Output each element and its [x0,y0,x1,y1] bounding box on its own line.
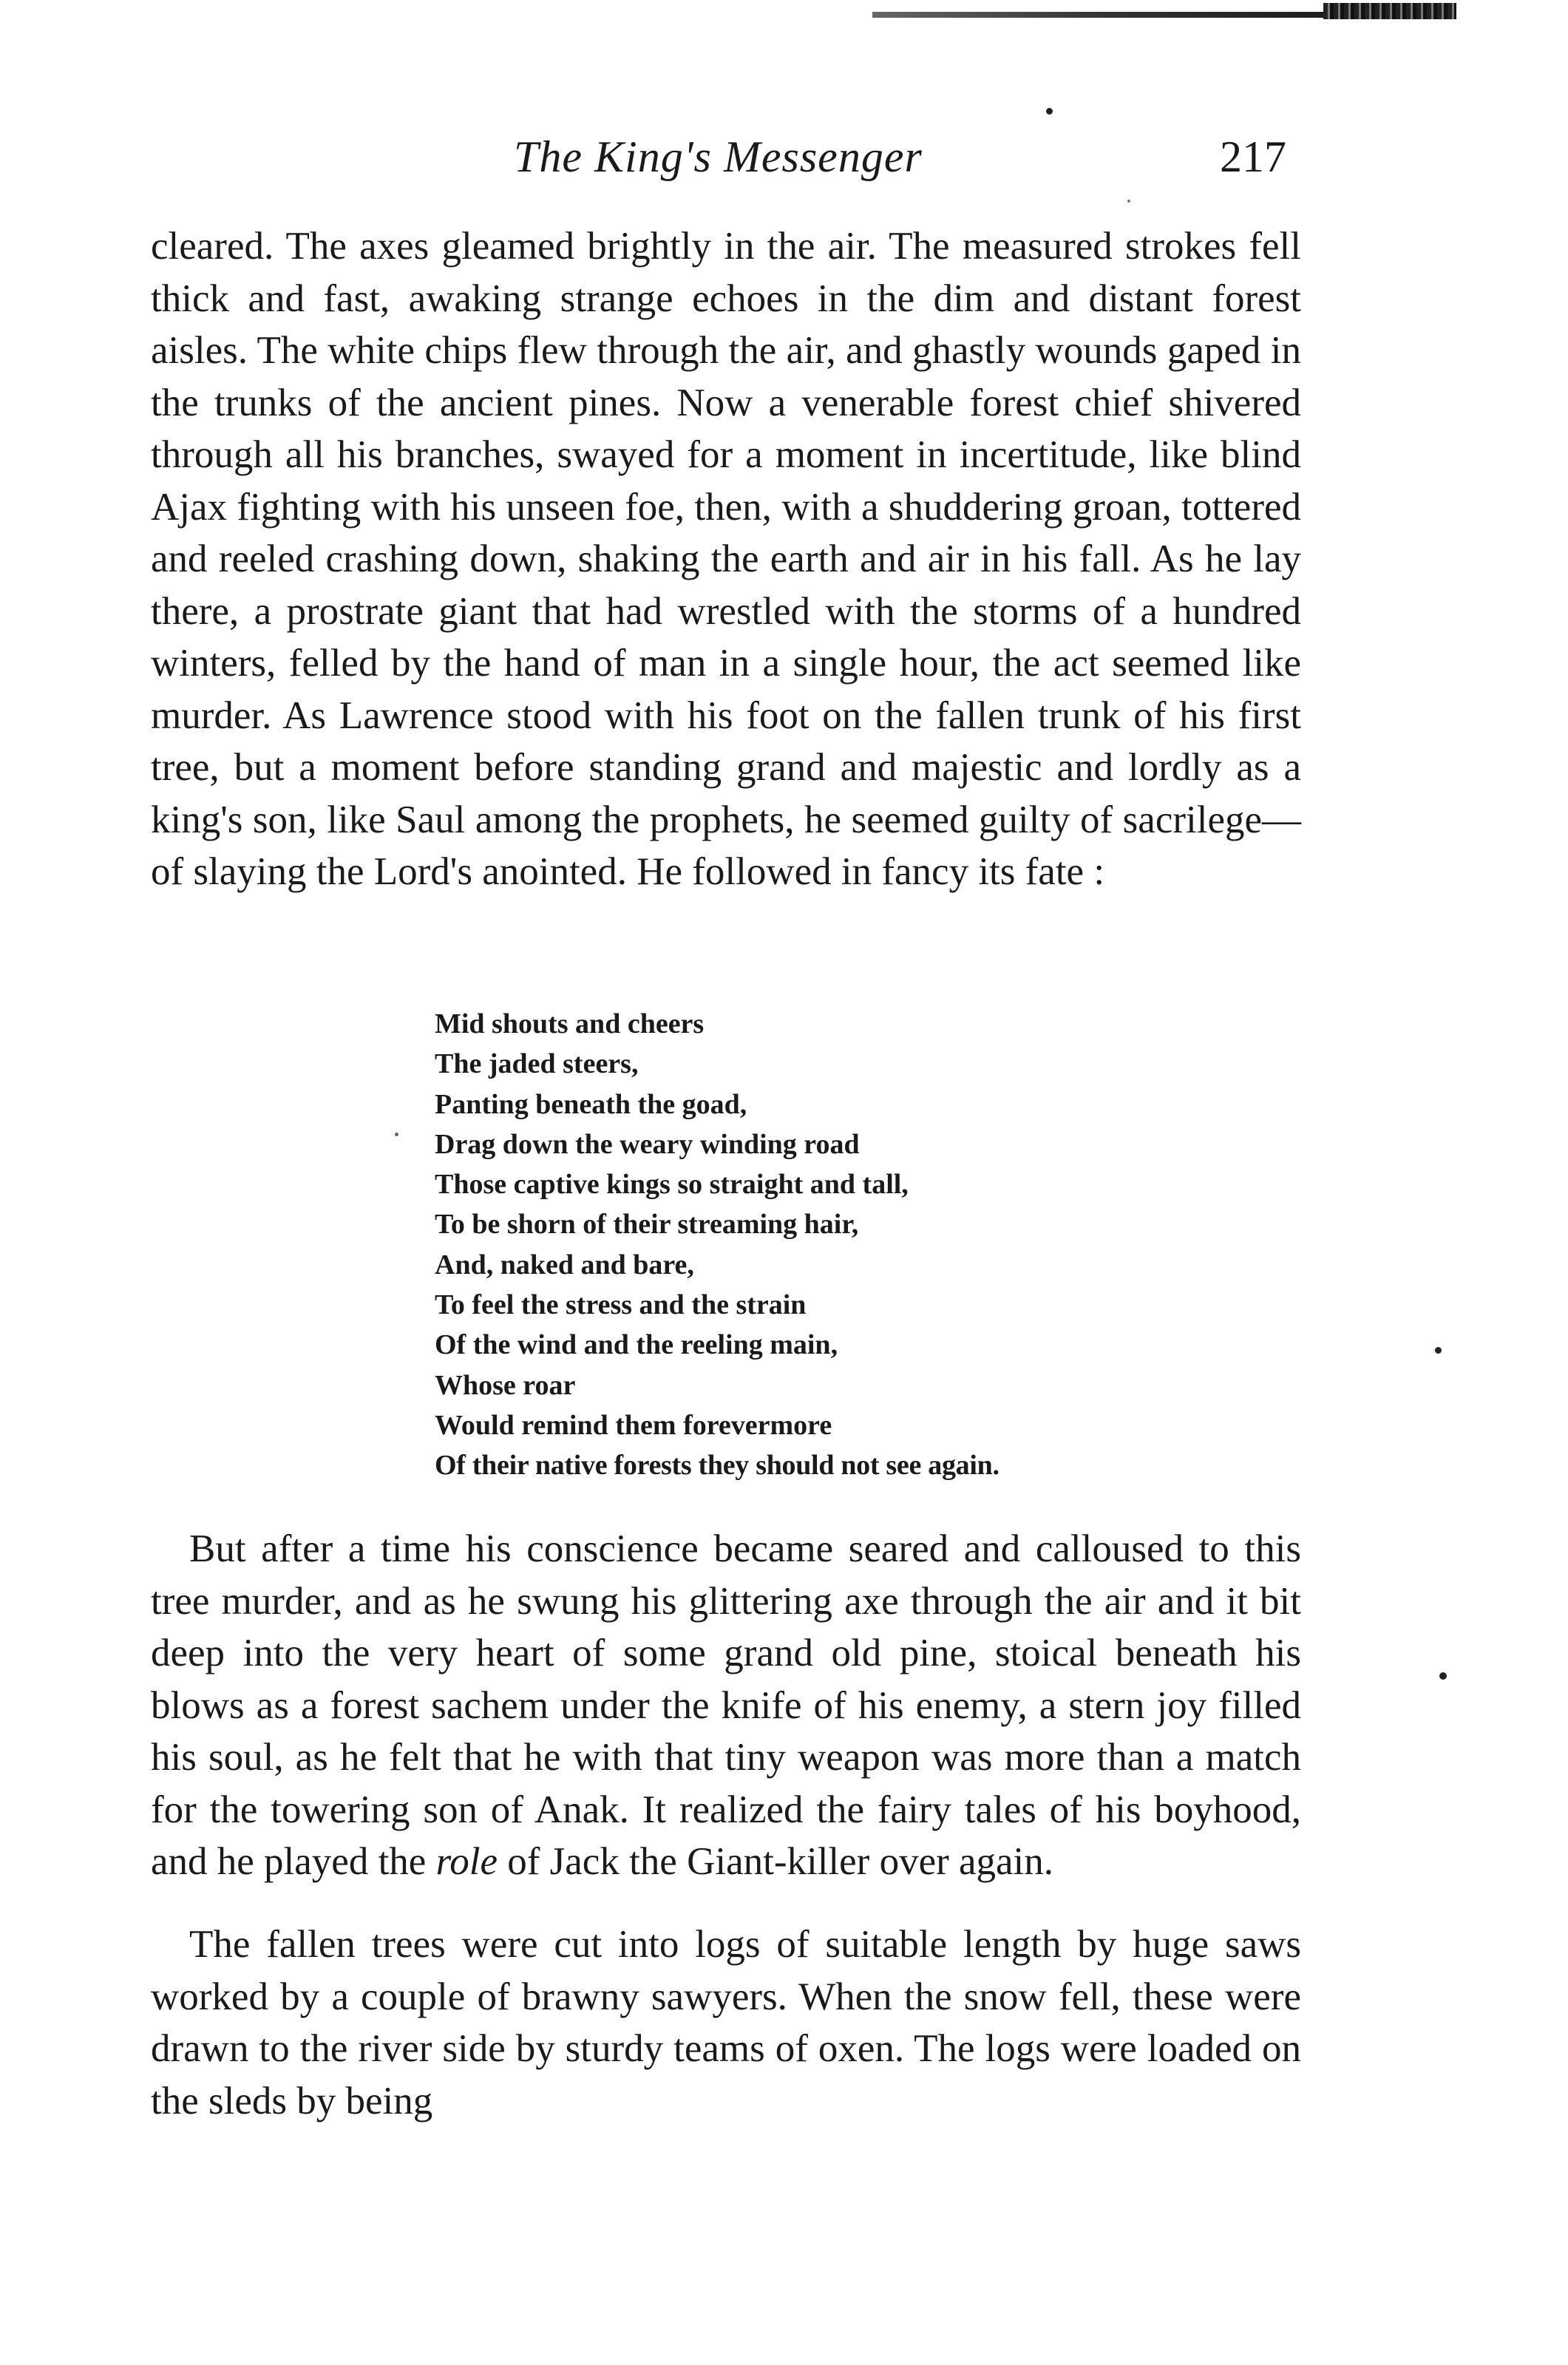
poem-line: Mid shouts and cheers [435,1008,705,1039]
top-rule-ornament [1323,3,1456,19]
poem-line: Those captive kings so straight and tall, [435,1169,909,1201]
poem-block [435,1004,999,1486]
poem-line: And, naked and bare, [435,1249,694,1280]
poem-line: To feel the stress and the strain [435,1289,807,1321]
poem-line: Would remind them forevermore [435,1409,832,1441]
ink-speck [395,1133,398,1136]
poem-line: Panting beneath the goad, [435,1088,747,1120]
running-title: The King's Messenger [514,132,923,181]
poem-line: The jaded steers, [435,1048,639,1080]
poem-line: Of their native forests they should not see again. [435,1450,999,1482]
running-header [0,132,1568,191]
poem-line: Whose roar [435,1369,576,1401]
paragraph-2-text-end: of Jack the Giant-killer over again. [498,1840,1054,1883]
poem-line: Drag down the weary winding road [435,1128,860,1160]
italic-word: role [435,1840,498,1883]
paragraph-1: cleared. The axes gleamed brightly in the air. The measured strokes fell thick and fast, awaking strange echoes in the dim and distant forest aisles. The white chips flew through the air, and ghastly wounds gaped in the trunks of the ancient pines. Now a venerable forest chief shivered through all his branches, swayed for a moment in incertitude, like blind Ajax fighting with his unseen foe, then, with a shuddering groan, tottered and reeled crashing down, shaking the earth and air in his fall. As he lay there, a prostrate giant that had wrestled with the storms of a hundred winters, felled by the hand of man in a single hour, the act seemed like murder. As Lawrence stood with his foot on the fallen trunk of his first tree, but a moment before standing grand and majestic and lordly as a king's son, like Saul among the prophets, he seemed guilty of sacrilege— of slaying the Lord's anointed. He followed in fancy its fate : [151,225,1301,893]
paragraph-2 [151,1523,1301,1888]
ink-speck [1435,1347,1442,1354]
paragraph-2-text: But after a time his conscience became seared and calloused to this tree murder, and as he swung his glittering axe through the air and it bit deep into the very heart of some grand old pine, stoical beneath his blows as a forest sachem under the knife of his enemy, a stern joy filled his soul, as he felt that he with that tiny weapon was more than a match for the towering son of Anak. It realized the fairy tales of his boyhood, and he played the [151,1527,1301,1883]
ink-speck [1046,108,1053,115]
poem-line: To be shorn of their streaming hair, [435,1209,859,1241]
paragraph-3: The fallen trees were cut into logs of suitable length by huge saws worked by a couple of brawny sawyers. When the snow fell, these were drawn to the river side by sturdy teams of oxen. The logs were loaded on the sleds by being [151,1923,1301,2123]
poem-line: Of the wind and the reeling main, [435,1329,838,1361]
page-number: 217 [1220,132,1286,181]
ink-speck [1127,200,1130,203]
ink-speck [1439,1672,1447,1680]
